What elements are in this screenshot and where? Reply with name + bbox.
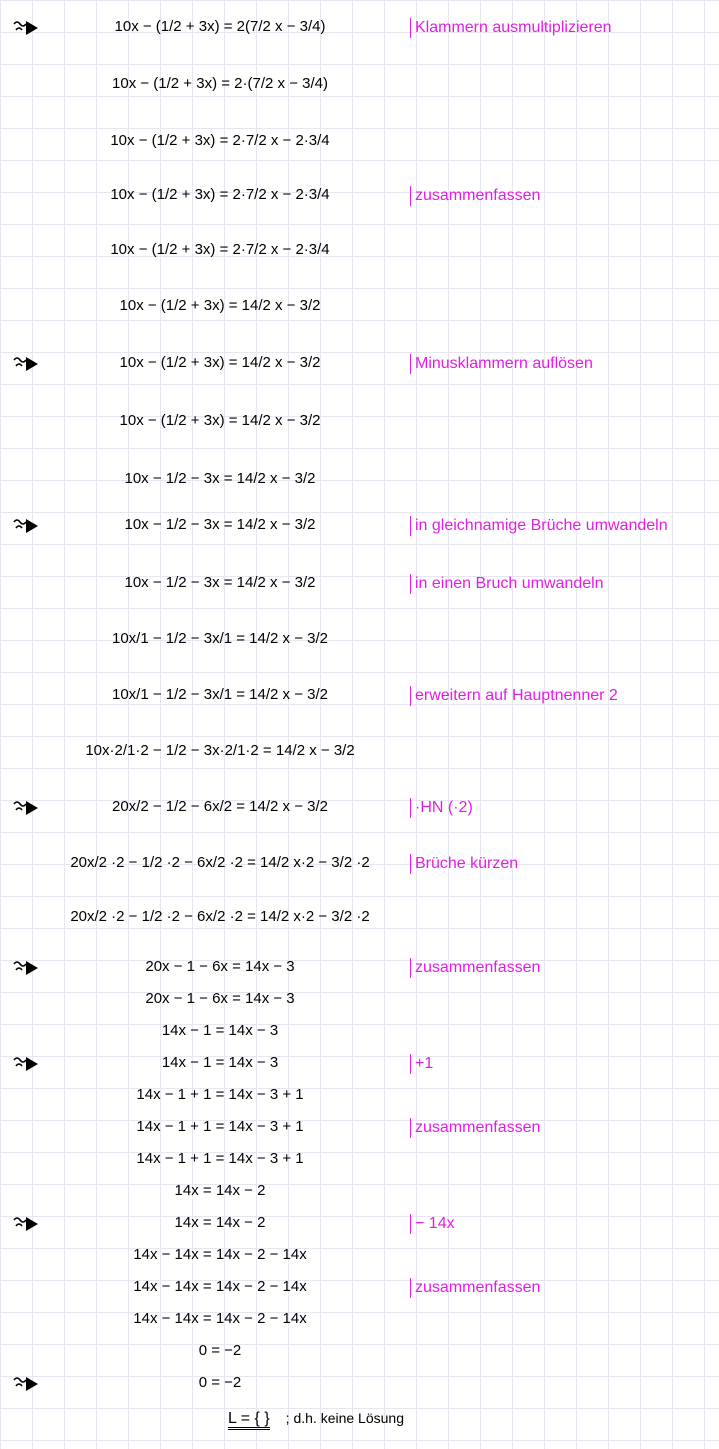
equation: 10x − (1/2 + 3x) = 2·7/2 x − 2·3/4: [110, 132, 330, 149]
equation: 14x − 1 + 1 = 14x − 3 + 1: [136, 1150, 304, 1167]
solution-line: [228, 1410, 404, 1428]
equation-row: [0, 736, 719, 768]
equation-row: [0, 180, 719, 212]
equation: 20x − 1 − 6x = 14x − 3: [145, 990, 295, 1007]
equation-row: [0, 291, 719, 323]
equation-row: [0, 464, 719, 496]
equation-row: [0, 69, 719, 101]
equation: 10x − 1/2 − 3x = 14/2 x − 3/2: [124, 574, 316, 591]
equation: 0 = −2: [198, 1374, 242, 1391]
step-arrow-icon: [12, 958, 40, 978]
equation: 14x − 1 + 1 = 14x − 3 + 1: [136, 1086, 304, 1103]
step-comment: zusammenfassen: [410, 958, 540, 978]
equation: 14x − 14x = 14x − 2 − 14x: [133, 1246, 307, 1263]
equation: 20x/2 − 1/2 − 6x/2 = 14/2 x − 3/2: [112, 798, 328, 815]
equation: 10x·2/1·2 − 1/2 − 3x·2/1·2 = 14/2 x − 3/2: [85, 742, 355, 759]
solution-note: ; d.h. keine Lösung: [285, 1410, 404, 1426]
step-comment: zusammenfassen: [410, 1118, 540, 1138]
equation-row: [0, 624, 719, 656]
step-arrow-icon: [12, 798, 40, 818]
equation-row: [0, 348, 719, 380]
equation: 14x − 1 + 1 = 14x − 3 + 1: [136, 1118, 304, 1135]
equation-row: [0, 235, 719, 267]
equation: 20x/2 ·2 − 1/2 ·2 − 6x/2 ·2 = 14/2 x·2 − 3/2 ·2: [70, 908, 370, 925]
equation-row: [0, 848, 719, 880]
equation: 10x − 1/2 − 3x = 14/2 x − 3/2: [124, 470, 316, 487]
equation-row: [0, 1304, 719, 1336]
step-arrow-icon: [12, 354, 40, 374]
equation-row: [0, 1272, 719, 1304]
step-comment: zusammenfassen: [410, 1278, 540, 1298]
step-comment: Minusklammern auflösen: [410, 354, 593, 374]
equation-row: [0, 792, 719, 824]
step-comment: ·HN (·2): [410, 798, 473, 818]
step-comment: erweitern auf Hauptnenner 2: [410, 686, 618, 706]
equation-row: [0, 12, 719, 44]
equation-row: [0, 680, 719, 712]
equation-row: [0, 1112, 719, 1144]
step-arrow-icon: [12, 1054, 40, 1074]
equation-row: [0, 1208, 719, 1240]
equation-row: [0, 952, 719, 984]
equation-row: [0, 1144, 719, 1176]
equation: 14x − 1 = 14x − 3: [161, 1054, 279, 1071]
step-arrow-icon: [12, 1214, 40, 1234]
step-comment: zusammenfassen: [410, 186, 540, 206]
step-comment: in einen Bruch umwandeln: [410, 574, 604, 594]
equation: 10x − (1/2 + 3x) = 2·7/2 x − 2·3/4: [110, 186, 330, 203]
step-comment: Brüche kürzen: [410, 854, 518, 874]
equation-row: [0, 984, 719, 1016]
equation-row: [0, 126, 719, 158]
step-comment: in gleichnamige Brüche umwandeln: [410, 516, 668, 536]
equation: 14x − 14x = 14x − 2 − 14x: [133, 1310, 307, 1327]
equation: 10x − (1/2 + 3x) = 2·7/2 x − 2·3/4: [110, 241, 330, 258]
equation: 0 = −2: [198, 1342, 242, 1359]
step-comment: +1: [410, 1054, 433, 1074]
step-arrow-icon: [12, 1374, 40, 1394]
equation: 14x − 1 = 14x − 3: [161, 1022, 279, 1039]
equation: 10x − (1/2 + 3x) = 2(7/2 x − 3/4): [114, 18, 326, 35]
equation-row: [0, 1368, 719, 1400]
solution-set: L = { }: [228, 1410, 270, 1430]
equation-row: [0, 902, 719, 934]
equation: 10x/1 − 1/2 − 3x/1 = 14/2 x − 3/2: [112, 630, 328, 647]
step-arrow-icon: [12, 18, 40, 38]
equation: 20x − 1 − 6x = 14x − 3: [145, 958, 295, 975]
equation-row: [0, 406, 719, 438]
equation-row: [0, 1080, 719, 1112]
step-comment: − 14x: [410, 1214, 455, 1234]
equation: 10x − (1/2 + 3x) = 2·(7/2 x − 3/4): [112, 75, 328, 92]
equation-row: [0, 1016, 719, 1048]
equation-row: [0, 568, 719, 600]
equation-row: [0, 1336, 719, 1368]
equation-row: [0, 1176, 719, 1208]
step-arrow-icon: [12, 516, 40, 536]
equation-row: [0, 510, 719, 542]
equation: 10x − (1/2 + 3x) = 14/2 x − 3/2: [119, 297, 321, 314]
equation: 10x − (1/2 + 3x) = 14/2 x − 3/2: [119, 412, 321, 429]
step-comment: Klammern ausmultiplizieren: [410, 18, 612, 38]
equation: 10x − (1/2 + 3x) = 14/2 x − 3/2: [119, 354, 321, 371]
equation: 14x = 14x − 2: [174, 1182, 266, 1199]
equation: 20x/2 ·2 − 1/2 ·2 − 6x/2 ·2 = 14/2 x·2 − 3/2 ·2: [70, 854, 370, 871]
equation: 10x/1 − 1/2 − 3x/1 = 14/2 x − 3/2: [112, 686, 328, 703]
equation: 14x − 14x = 14x − 2 − 14x: [133, 1278, 307, 1295]
equation: 10x − 1/2 − 3x = 14/2 x − 3/2: [124, 516, 316, 533]
equation: 14x = 14x − 2: [174, 1214, 266, 1231]
equation-row: [0, 1240, 719, 1272]
equation-row: [0, 1048, 719, 1080]
